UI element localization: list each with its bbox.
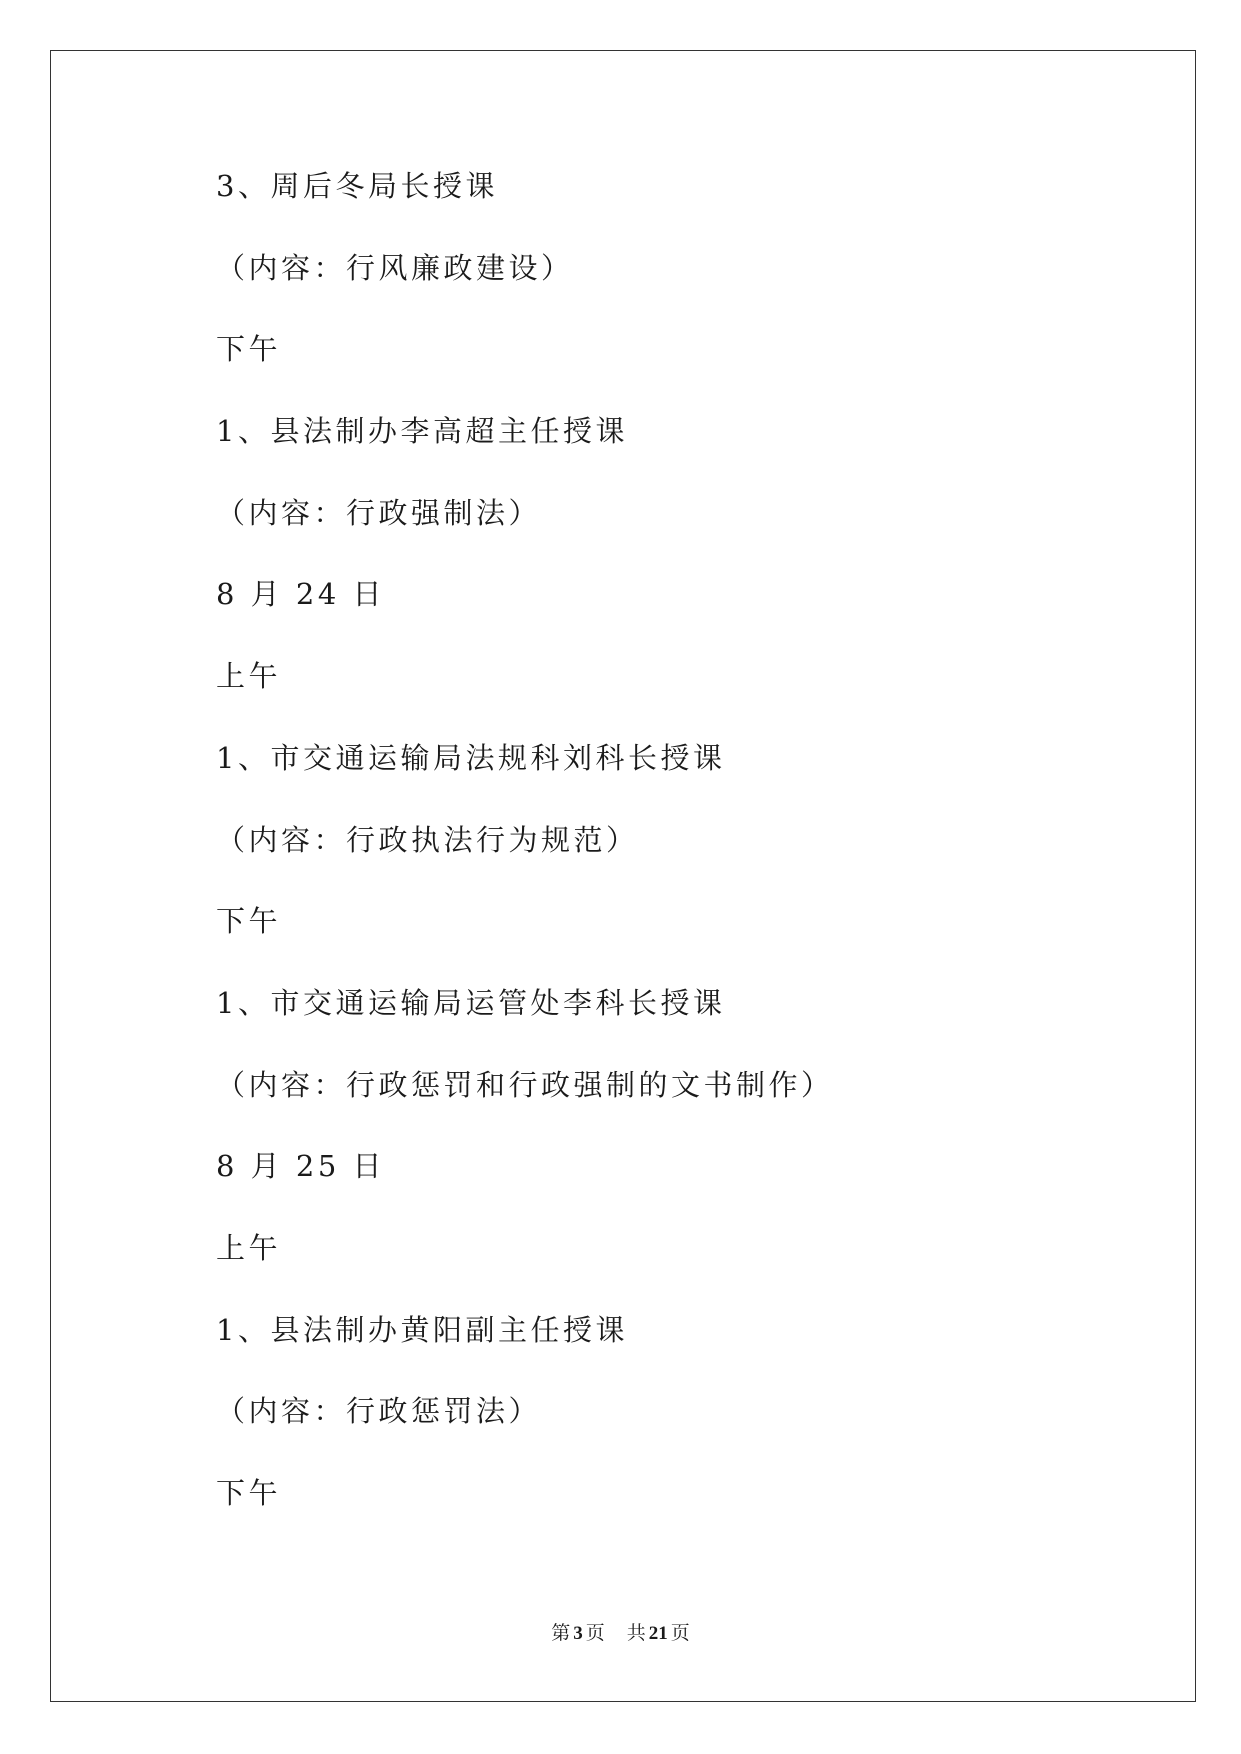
text-line: 8 月 25 日	[216, 1149, 386, 1184]
page-total: 21	[648, 1623, 668, 1644]
text-line: 1、市交通运输局运管处李科长授课	[216, 985, 726, 1020]
text-line: （内容：行政强制法）	[216, 495, 542, 530]
text-line: 3、周后冬局长授课	[216, 169, 498, 203]
text-line: （内容：行政惩罚法）	[216, 1394, 542, 1429]
text-line: 上午	[216, 1230, 282, 1265]
text-line: 上午	[216, 659, 282, 694]
page-total-suffix: 页	[670, 1622, 690, 1644]
page-footer	[0, 1620, 1241, 1647]
text-line: （内容：行政惩罚和行政强制的文书制作）	[216, 1067, 834, 1102]
page-number-current: 3	[573, 1623, 583, 1644]
text-line: 1、县法制办黄阳副主任授课	[216, 1312, 628, 1347]
text-line: （内容：行政执法行为规范）	[216, 822, 639, 857]
text-line: （内容：行风廉政建设）	[216, 250, 574, 285]
text-line: 1、县法制办李高超主任授课	[216, 414, 628, 449]
document-body	[216, 168, 1116, 1557]
page-total-prefix: 共	[626, 1622, 646, 1644]
text-line: 1、市交通运输局法规科刘科长授课	[216, 740, 726, 775]
page-number-suffix: 页	[585, 1622, 605, 1644]
text-line: 下午	[216, 1476, 282, 1510]
text-line: 下午	[216, 904, 282, 939]
text-line: 8 月 24 日	[216, 577, 386, 612]
page-number-prefix: 第	[551, 1622, 571, 1644]
text-line: 下午	[216, 332, 282, 367]
